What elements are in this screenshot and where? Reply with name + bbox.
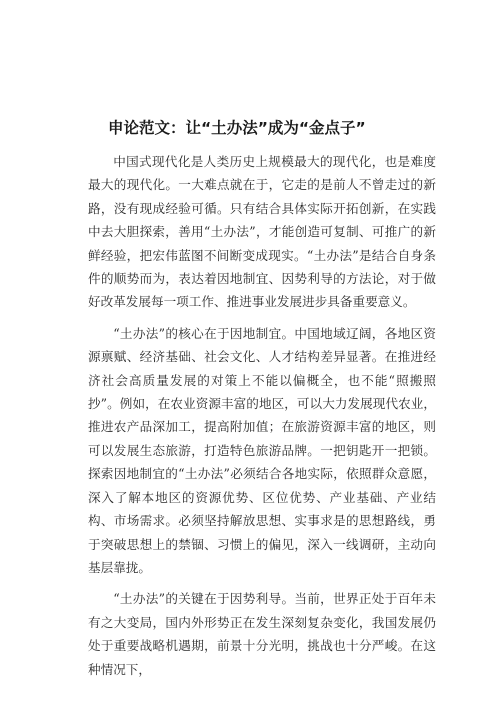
paragraph-1: 中国式现代化是人类历史上规模最大的现代化，也是难度最大的现代化。一大难点就在于，它走的是前人不曾走过的新路，没有现成经验可循。只有结合具体实际开拓创新，在实践中去大胆探索，善用“土办法”，才能创造可复制、可推广的新鲜经验，把宏伟蓝图不间断变成现实。“土办法”是结合自身条件的顺势而为，表达着因地制宜、因势利导的方法论，对于做好改革发展每一项工作、推进事业发展进步具备重要意义。	[88, 154, 436, 310]
paragraph-3: “土办法”的关键在于因势利导。当前，世界正处于百年未有之大变局，国内外形势正在发生深刻复杂变化，我国发展仍处于重要战略机遇期，前景十分光明，挑战也十分严峻。在这种情况下，	[88, 591, 436, 677]
document-body	[88, 150, 436, 689]
paragraph-2: “土办法”的核心在于因地制宜。中国地域辽阔，各地区资源禀赋、经济基础、社会文化、人才结构差异显著。在推进经济社会高质量发展的对策上不能以偏概全，也不能“照搬照抄”。例如，在农业资源丰富的地区，可以大力发展现代农业，推进农产品深加工，提高附加值；在旅游资源丰富的地区，则可以发展生态旅游，打造特色旅游品牌。一把钥匙开一把锁。探索因地制宜的“土办法”必须结合各地实际，依照群众意愿，深入了解本地区的资源优势、区位优势、产业基础、产业结构、市场需求。必须坚持解放思想、实事求是的思想路线，勇于突破思想上的禁锢、习惯上的偏见，深入一线调研，主动向基层靠拢。	[88, 325, 436, 575]
document-title: 申论范文：让“土办法”成为“金点子”	[108, 119, 366, 137]
